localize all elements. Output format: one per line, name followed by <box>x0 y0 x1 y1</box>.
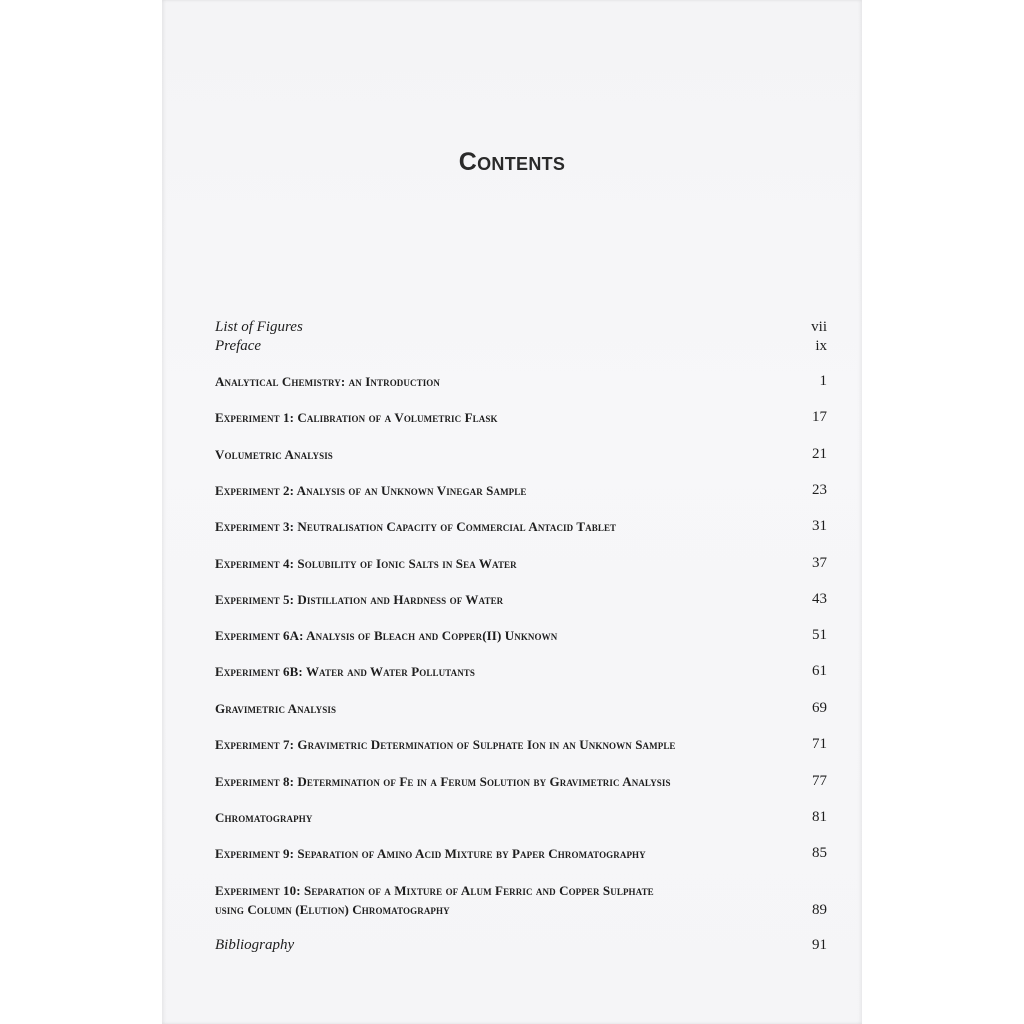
toc-entry-label <box>215 881 654 919</box>
toc-entry-chromatography[interactable] <box>215 809 827 826</box>
toc-entry-volumetric-analysis[interactable] <box>215 446 827 463</box>
toc-entry-experiment-6b[interactable] <box>215 663 827 680</box>
toc-entry-experiment-9[interactable] <box>215 845 827 862</box>
toc-entry-label: Experiment 3: Neutralisation Capacity of Commercial Antacid Tablet <box>215 519 617 534</box>
toc-entry-label: Experiment 8: Determination of Fe in a Ferum Solution by Gravimetric Analysis <box>215 774 671 789</box>
toc-entry-label: Experiment 5: Distillation and Hardness of Water <box>215 592 504 607</box>
toc-entry-label: Volumetric Analysis <box>215 447 333 462</box>
page-title: Contents <box>458 148 566 176</box>
toc-entry-page: 51 <box>812 627 827 643</box>
toc-entry-experiment-8[interactable] <box>215 773 827 790</box>
toc-entry-page: 31 <box>812 518 827 534</box>
toc-entry-page: 91 <box>812 937 827 953</box>
toc-entry-label-line-1: Experiment 10: Separation of a Mixture of Alum Ferric and Copper Sulphate <box>215 883 654 898</box>
toc-entry-page: 81 <box>812 809 827 825</box>
toc-entry-label: Analytical Chemistry: an Introduction <box>215 374 440 389</box>
toc-entry-page: 61 <box>812 663 827 679</box>
toc-entry-label: Gravimetric Analysis <box>215 701 337 716</box>
toc-entry-list-of-figures[interactable] <box>215 319 827 336</box>
toc-entry-bibliography[interactable] <box>215 937 827 954</box>
toc-entry-experiment-5[interactable] <box>215 591 827 608</box>
toc-entry-experiment-10[interactable] <box>215 881 827 919</box>
toc-entry-experiment-7[interactable] <box>215 736 827 753</box>
toc-entry-page: 17 <box>812 409 827 425</box>
toc-entry-introduction[interactable] <box>215 373 827 390</box>
document-page <box>162 0 862 1024</box>
toc-entry-experiment-4[interactable] <box>215 555 827 572</box>
toc-entry-page: 89 <box>812 902 827 918</box>
toc-entry-label: Experiment 4: Solubility of Ionic Salts in Sea Water <box>215 556 517 571</box>
toc-entry-gravimetric-analysis[interactable] <box>215 700 827 717</box>
toc-entry-label: Preface <box>215 338 262 354</box>
toc-entry-label: Experiment 6A: Analysis of Bleach and Copper(II) Unknown <box>215 628 558 643</box>
toc-entry-page: ix <box>815 338 827 354</box>
toc-entry-page: 69 <box>812 700 827 716</box>
toc-entry-page: 1 <box>819 373 827 389</box>
toc-entry-label: Chromatography <box>215 810 313 825</box>
toc-entry-experiment-1[interactable] <box>215 409 827 426</box>
toc-entry-label: Experiment 1: Calibration of a Volumetric Flask <box>215 410 498 425</box>
toc-entry-experiment-6a[interactable] <box>215 627 827 644</box>
toc-entry-label: Experiment 7: Gravimetric Determination of Sulphate Ion in an Unknown Sample <box>215 737 676 752</box>
toc-entry-page: 37 <box>812 555 827 571</box>
toc-entry-page: 85 <box>812 845 827 861</box>
toc-entry-page: 21 <box>812 446 827 462</box>
toc-entry-label-line-2: using Column (Elution) Chromatography <box>215 902 450 917</box>
toc-entry-experiment-3[interactable] <box>215 518 827 535</box>
toc-entry-label: Bibliography <box>215 937 295 953</box>
toc-entry-label: Experiment 9: Separation of Amino Acid Mixture by Paper Chromatography <box>215 846 646 861</box>
toc-entry-label: Experiment 6B: Water and Water Pollutants <box>215 664 476 679</box>
toc-entry-page: 71 <box>812 736 827 752</box>
toc-entry-preface[interactable] <box>215 338 827 355</box>
toc-entry-page: 77 <box>812 773 827 789</box>
toc-entry-experiment-2[interactable] <box>215 482 827 499</box>
toc-entry-label: List of Figures <box>215 319 303 335</box>
toc-entry-page: vii <box>811 319 827 335</box>
toc-entry-label: Experiment 2: Analysis of an Unknown Vinegar Sample <box>215 483 527 498</box>
toc-entry-page: 43 <box>812 591 827 607</box>
toc-entry-page: 23 <box>812 482 827 498</box>
